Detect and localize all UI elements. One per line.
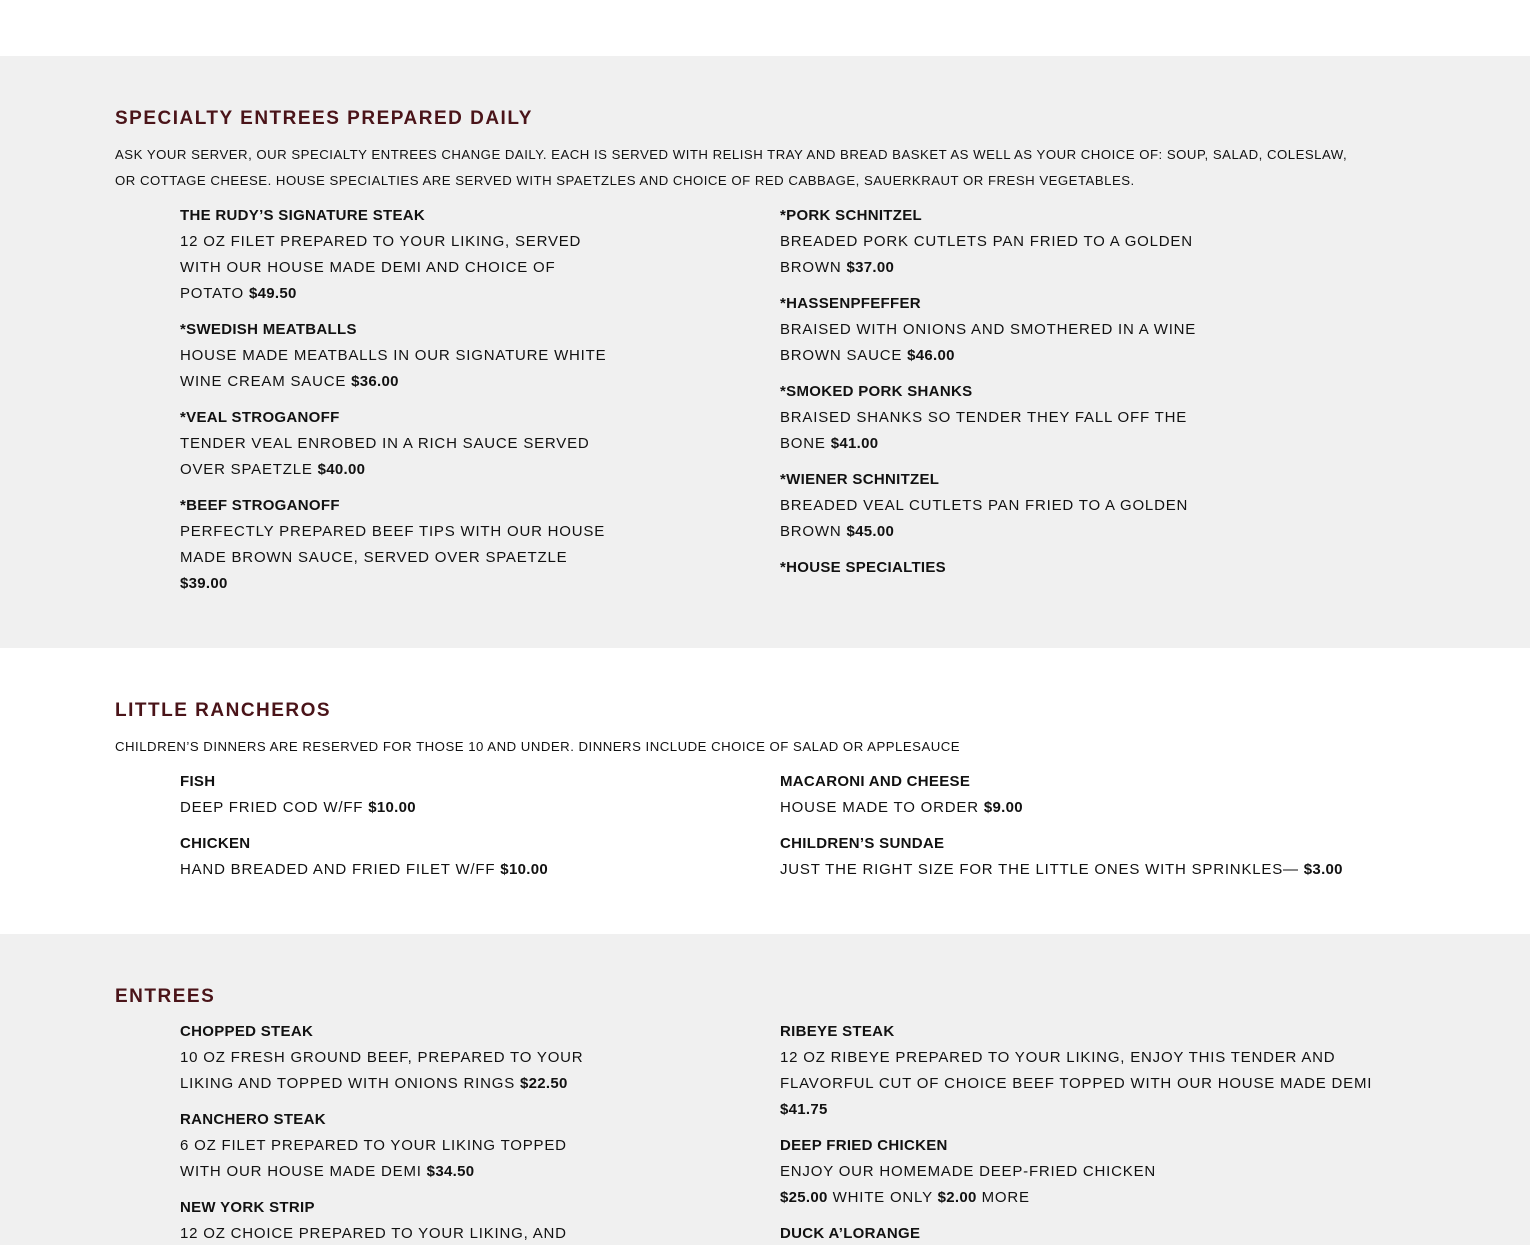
menu-item xyxy=(180,831,610,883)
item-price-extra: $2.00 xyxy=(937,1189,977,1206)
menu-item xyxy=(780,291,1205,369)
item-price: $40.00 xyxy=(317,461,366,478)
item-price: $3.00 xyxy=(1303,861,1343,878)
item-price: $25.00 xyxy=(780,1189,828,1206)
specialty-left-column xyxy=(180,203,610,607)
item-description: BREADED VEAL CUTLETS PAN FRIED TO A GOLDEN BROWN $45.00 xyxy=(780,497,1189,540)
menu-item xyxy=(180,203,610,307)
item-description: TENDER VEAL ENROBED IN A RICH SAUCE SERVED OVER SPAETZLE $40.00 xyxy=(180,435,590,478)
entrees-section xyxy=(0,934,1530,1245)
menu-item xyxy=(780,379,1205,457)
item-name: DUCK A’LORANGE xyxy=(780,1225,921,1242)
item-description: 6 OZ FILET PREPARED TO YOUR LIKING TOPPED WITH OUR HOUSE MADE DEMI $34.50 xyxy=(180,1137,567,1180)
item-name: THE RUDY’S SIGNATURE STEAK xyxy=(180,207,426,224)
menu-item xyxy=(180,1019,610,1097)
menu-item xyxy=(180,317,610,395)
section-note-rancheros: CHILDREN’S DINNERS ARE RESERVED FOR THOSE 10 AND UNDER. DINNERS INCLUDE CHOICE OF SALAD OR APPLESAUCE xyxy=(115,739,961,754)
item-description: JUST THE RIGHT SIZE FOR THE LITTLE ONES WITH SPRINKLES— $3.00 xyxy=(780,861,1343,878)
menu-item xyxy=(180,493,610,597)
item-name: *HOUSE SPECIALTIES xyxy=(780,559,946,576)
entrees-left-column xyxy=(180,1019,610,1257)
item-price: $41.00 xyxy=(830,435,879,452)
item-name: MACARONI AND CHEESE xyxy=(780,773,971,790)
item-name: *WIENER SCHNITZEL xyxy=(780,471,940,488)
rancheros-left-column xyxy=(180,769,610,893)
item-name: *BEEF STROGANOFF xyxy=(180,497,340,514)
item-name: NEW YORK STRIP xyxy=(180,1199,315,1216)
specialty-right-column xyxy=(780,203,1205,591)
item-description: ENJOY OUR HOMEMADE DEEP-FRIED CHICKEN $25.00 WHITE ONLY $2.00 MORE xyxy=(780,1163,1157,1206)
item-price: $36.00 xyxy=(351,373,399,390)
item-price: $22.50 xyxy=(519,1075,568,1092)
item-description: 12 OZ RIBEYE PREPARED TO YOUR LIKING, ENJOY THIS TENDER AND FLAVORFUL CUT OF CHOICE BEEF TOPPED WITH OUR HOUSE MADE DEMI $41.75 xyxy=(780,1049,1373,1118)
menu-item xyxy=(180,1107,610,1185)
item-name: *PORK SCHNITZEL xyxy=(780,207,923,224)
item-name: CHICKEN xyxy=(180,835,251,852)
menu-item xyxy=(780,203,1205,281)
item-description: HOUSE MADE MEATBALLS IN OUR SIGNATURE WHITE WINE CREAM SAUCE $36.00 xyxy=(180,347,607,390)
item-description: 10 OZ FRESH GROUND BEEF, PREPARED TO YOUR LIKING AND TOPPED WITH ONIONS RINGS $22.50 xyxy=(180,1049,584,1092)
item-description: BRAISED WITH ONIONS AND SMOTHERED IN A WINE BROWN SAUCE $46.00 xyxy=(780,321,1197,364)
menu-item xyxy=(780,555,1205,581)
item-name: *SWEDISH MEATBALLS xyxy=(180,321,357,338)
item-description: 12 OZ CHOICE PREPARED TO YOUR LIKING, AND xyxy=(180,1225,567,1242)
menu-item xyxy=(180,1195,610,1247)
item-name: RIBEYE STEAK xyxy=(780,1023,895,1040)
item-name: *HASSENPFEFFER xyxy=(780,295,921,312)
specialty-entrees-section xyxy=(0,56,1530,648)
item-price: $34.50 xyxy=(426,1163,475,1180)
item-name: FISH xyxy=(180,773,216,790)
item-name: RANCHERO STEAK xyxy=(180,1111,326,1128)
menu-item xyxy=(780,1019,1380,1123)
item-price: $9.00 xyxy=(983,799,1023,816)
item-description: 12 OZ FILET PREPARED TO YOUR LIKING, SERVED WITH OUR HOUSE MADE DEMI AND CHOICE OF POTATO $49.50 xyxy=(180,233,582,302)
section-title-rancheros: LITTLE RANCHEROS xyxy=(115,700,332,721)
item-description: HAND BREADED AND FRIED FILET W/FF $10.00 xyxy=(180,861,548,878)
section-title-specialty: SPECIALTY ENTREES PREPARED DAILY xyxy=(115,108,533,129)
item-name: *VEAL STROGANOFF xyxy=(180,409,340,426)
item-description: HOUSE MADE TO ORDER $9.00 xyxy=(780,799,1023,816)
menu-item xyxy=(780,831,1380,883)
menu-item xyxy=(780,467,1205,545)
menu-item xyxy=(180,405,610,483)
item-description: PERFECTLY PREPARED BEEF TIPS WITH OUR HOUSE MADE BROWN SAUCE, SERVED OVER SPAETZLE $39.00 xyxy=(180,523,606,592)
little-rancheros-section xyxy=(0,648,1530,934)
item-price: $49.50 xyxy=(248,285,297,302)
item-description: BREADED PORK CUTLETS PAN FRIED TO A GOLDEN BROWN $37.00 xyxy=(780,233,1193,276)
item-price: $10.00 xyxy=(368,799,416,816)
item-name: CHILDREN’S SUNDAE xyxy=(780,835,945,852)
rancheros-right-column xyxy=(780,769,1380,893)
item-price: $46.00 xyxy=(907,347,955,364)
section-title-entrees: ENTREES xyxy=(115,986,216,1007)
item-price: $39.00 xyxy=(180,575,228,592)
item-name: DEEP FRIED CHICKEN xyxy=(780,1137,948,1154)
menu-item xyxy=(780,1221,1380,1247)
item-price: $45.00 xyxy=(846,523,895,540)
item-price: $10.00 xyxy=(500,861,548,878)
item-name: *SMOKED PORK SHANKS xyxy=(780,383,973,400)
menu-item xyxy=(780,1133,1380,1211)
section-note-specialty: ASK YOUR SERVER, OUR SPECIALTY ENTREES CHANGE DAILY. EACH IS SERVED WITH RELISH TRAY AND BREAD BASKET AS WELL AS YOUR CHOICE OF: SOUP, SALAD, COLESLAW, OR COTTAGE CHEESE. HOUSE SPECIALTIES ARE SERVED WITH SPAETZLES AND CHOICE OF RED CABBAGE, SAUERKRAUT OR FRESH VEGETABLES. xyxy=(115,147,1348,188)
item-price: $41.75 xyxy=(780,1101,828,1118)
menu-item xyxy=(180,769,610,821)
entrees-right-column xyxy=(780,1019,1380,1257)
item-description: BRAISED SHANKS SO TENDER THEY FALL OFF THE BONE $41.00 xyxy=(780,409,1188,452)
menu-item xyxy=(780,769,1380,821)
item-name: CHOPPED STEAK xyxy=(180,1023,314,1040)
item-description: DEEP FRIED COD W/FF $10.00 xyxy=(180,799,416,816)
item-price: $37.00 xyxy=(846,259,895,276)
